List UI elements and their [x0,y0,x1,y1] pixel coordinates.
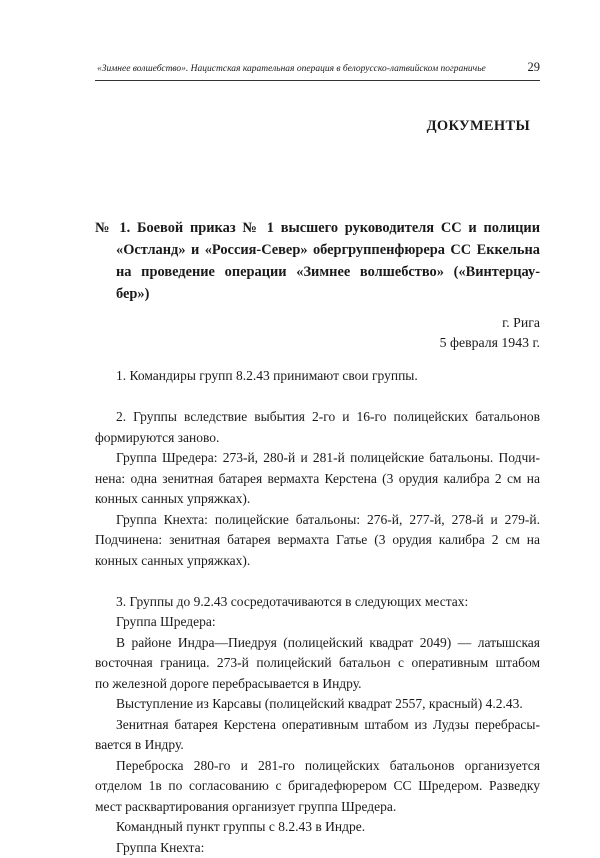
heading-line: на проведение операции «Зимнее волшебство» («Винтерцау- [95,261,540,283]
running-header-title: «Зимнее волшебство». Нацистская карательная операция в белорусско-латвийском пограничье [97,64,537,74]
body-line: мест расквартирования организует группа Шредера. [95,797,540,818]
body-line: конных санных упряжках). [95,551,540,572]
body-line: 2. Группы вследствие выбытия 2-го и 16-го полицейских батальонов [95,407,540,428]
paragraph-gap [95,387,540,408]
heading-line: бер») [95,283,540,305]
document-heading [95,217,540,305]
body-line: конных санных упряжках). [95,489,540,510]
header-rule [95,80,540,81]
section-title: ДОКУМЕНТЫ [95,118,530,135]
body-line: Выступление из Карсавы (полицейский квадрат 2557, красный) 4.2.43. [95,694,540,715]
body-line: Подчинена: зенитная батарея вермахта Гатье (3 орудия калибра 2 см на [95,530,540,551]
body-line: 3. Группы до 9.2.43 сосредотачиваются в следующих местах: [95,592,540,613]
body-line: вается в Индру. [95,735,540,756]
body-line: Группа Кнехта: полицейские батальоны: 276-й, 277-й, 278-й и 279-й. [95,510,540,531]
document-place: г. Рига [95,313,540,333]
body-line: нена: одна зенитная батарея вермахта Керстена (3 орудия калибра 2 см на [95,469,540,490]
heading-line: № 1. Боевой приказ № 1 высшего руководителя СС и полиции [95,217,540,239]
body-line: 1. Командиры групп 8.2.43 принимают свои группы. [95,366,540,387]
body-line: В районе Индра—Пиедруя (полицейский квадрат 2049) — латышская [95,633,540,654]
paragraph-gap [95,571,540,592]
document-body [95,366,540,858]
body-line: Группа Шредера: 273-й, 280-й и 281-й полицейские батальоны. Подчи- [95,448,540,469]
body-line: Зенитная батарея Керстена оперативным штабом из Лудзы перебрасы- [95,715,540,736]
body-line: отделом 1в по согласованию с бригадефюрером СС Шредером. Разведку [95,776,540,797]
body-line: восточная граница. 273-й полицейский батальон с оперативным штабом [95,653,540,674]
page-number: 29 [520,60,540,75]
body-line: Переброска 280-го и 281-го полицейских батальонов организуется [95,756,540,777]
body-line: формируются заново. [95,428,540,449]
document-date: 5 февраля 1943 г. [95,333,540,353]
body-line: по железной дороге перебрасывается в Индру. [95,674,540,695]
body-line: Командный пункт группы с 8.2.43 в Индре. [95,817,540,838]
body-line: Группа Кнехта: [95,838,540,858]
body-line: Группа Шредера: [95,612,540,633]
heading-line: «Остланд» и «Россия-Север» обергруппенфюрера СС Еккельна [95,239,540,261]
